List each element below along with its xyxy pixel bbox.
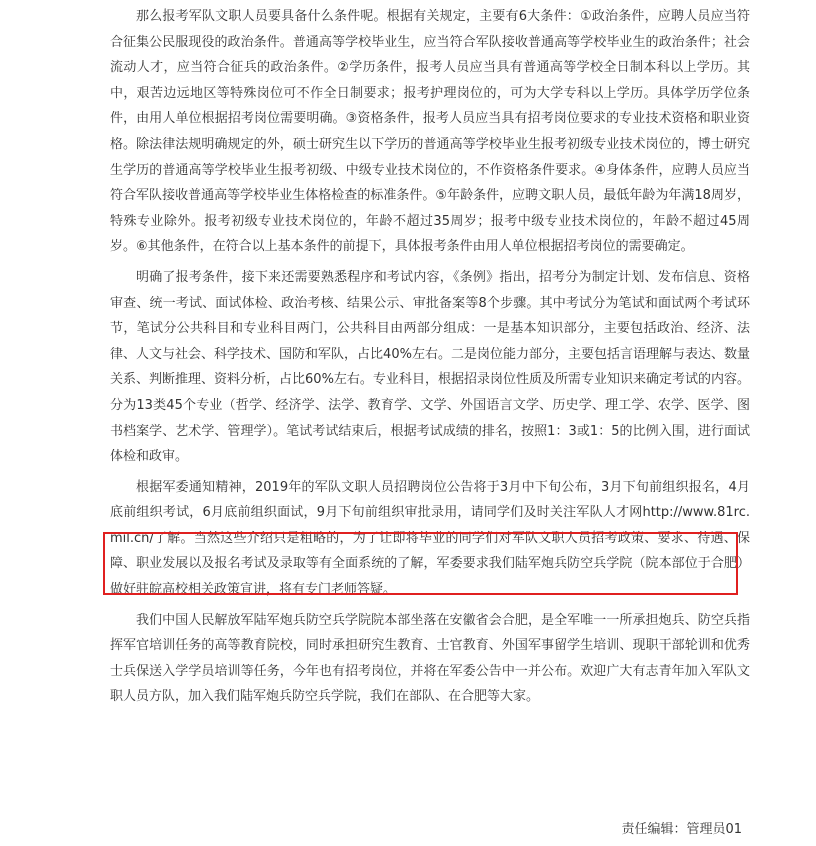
responsible-editor: 责任编辑：管理员01	[621, 822, 742, 837]
paragraph-academy-intro: 我们中国人民解放军陆军炮兵防空兵学院院本部坐落在安徽省会合肥，是全军唯一一所承担炮兵、防空兵指挥军官培训任务的高等教育院校，同时承担研究生教育、士官教育、外国军事留学生培训、现职干部轮训和优秀士兵保送入学学员培训等任务，今年也有招考岗位，并将在军委公告中一并公布。欢迎广大有志青年加入军队文职人员方队，加入我们陆军炮兵防空兵学院，我们在部队、在合肥等大家。	[110, 612, 750, 705]
paragraph-exam-process: 明确了报考条件，接下来还需要熟悉程序和考试内容，《条例》指出，招考分为制定计划、发布信息、资格审查、统一考试、面试体检、政治考核、结果公示、审批备案等8个步骤。其中考试分为笔试和面试两个考试环节，笔试分公共科目和专业科目两门，公共科目由两部分组成：一是基本知识部分，主要包括政治、经济、法律、人文与社会、科学技术、国防和军队，占比40%左右。二是岗位能力部分，主要包括言语理解与表达、数量关系、判断推理、资料分析，占比60%左右。专业科目，根据招录岗位性质及所需专业知识来确定考试的内容。分为13类45个专业（哲学、经济学、法学、教育学、文学、外国语言文学、历史学、理工学、农学、医学、图书档案学、艺术学、管理学）。笔试考试结束后，根据考试成绩的排名，按照1：3或1：5的比例入围，进行面试体检和政审。	[110, 269, 750, 465]
paragraph-conditions: 那么报考军队文职人员要具备什么条件呢。根据有关规定，主要有6大条件：①政治条件，应聘人员应当符合征集公民服现役的政治条件。普通高等学校毕业生，应当符合军队接收普通高等学校毕业生的政治条件；社会流动人才，应当符合征兵的政治条件。②学历条件，报考人员应当具有普通高等学校全日制本科以上学历。其中，艰苦边远地区等特殊岗位可不作全日制要求；报考护理岗位的，可为大学专科以上学历。具体学历学位条件，由用人单位根据招考岗位需要明确。③资格条件，报考人员应当具有招考岗位要求的专业技术资格和职业资格。除法律法规明确规定的外，硕士研究生以下学历的普通高等学校毕业生报考初级专业技术岗位的，博士研究生学历的普通高等学校毕业生报考初级、中级专业技术岗位的，不作资格条件要求。④身体条件，应聘人员应当符合军队接收普通高等学校毕业生体格检查的标准条件。⑤年龄条件，应聘文职人员，最低年龄为年满18周岁，特殊专业除外。报考初级专业技术岗位的，年龄不超过35周岁；报考中级专业技术岗位的，年龄不超过45周岁。⑥其他条件，在符合以上基本条件的前提下，具体报考条件由用人单位根据招考岗位的需要确定。	[110, 9, 750, 255]
paragraph-schedule: 根据军委通知精神，2019年的军队文职人员招聘岗位公告将于3月中下旬公布，3月下旬前组织报名，4月底前组织考试，6月底前组织面试，9月下旬前组织审批录用，请同学们及时关注军队人才网http://www.81rc.mil.cn/了解。当然这些介绍只是粗略的，为了让即将毕业的同学们对军队文职人员招考政策、要求、待遇、保障、职业发展以及报名考试及录取等有全面系统的了解，军委要求我们陆军炮兵防空兵学院（院本部位于合肥）做好驻皖高校相关政策宣讲，将有专门老师答疑。	[110, 479, 750, 598]
article-body	[110, 4, 750, 715]
